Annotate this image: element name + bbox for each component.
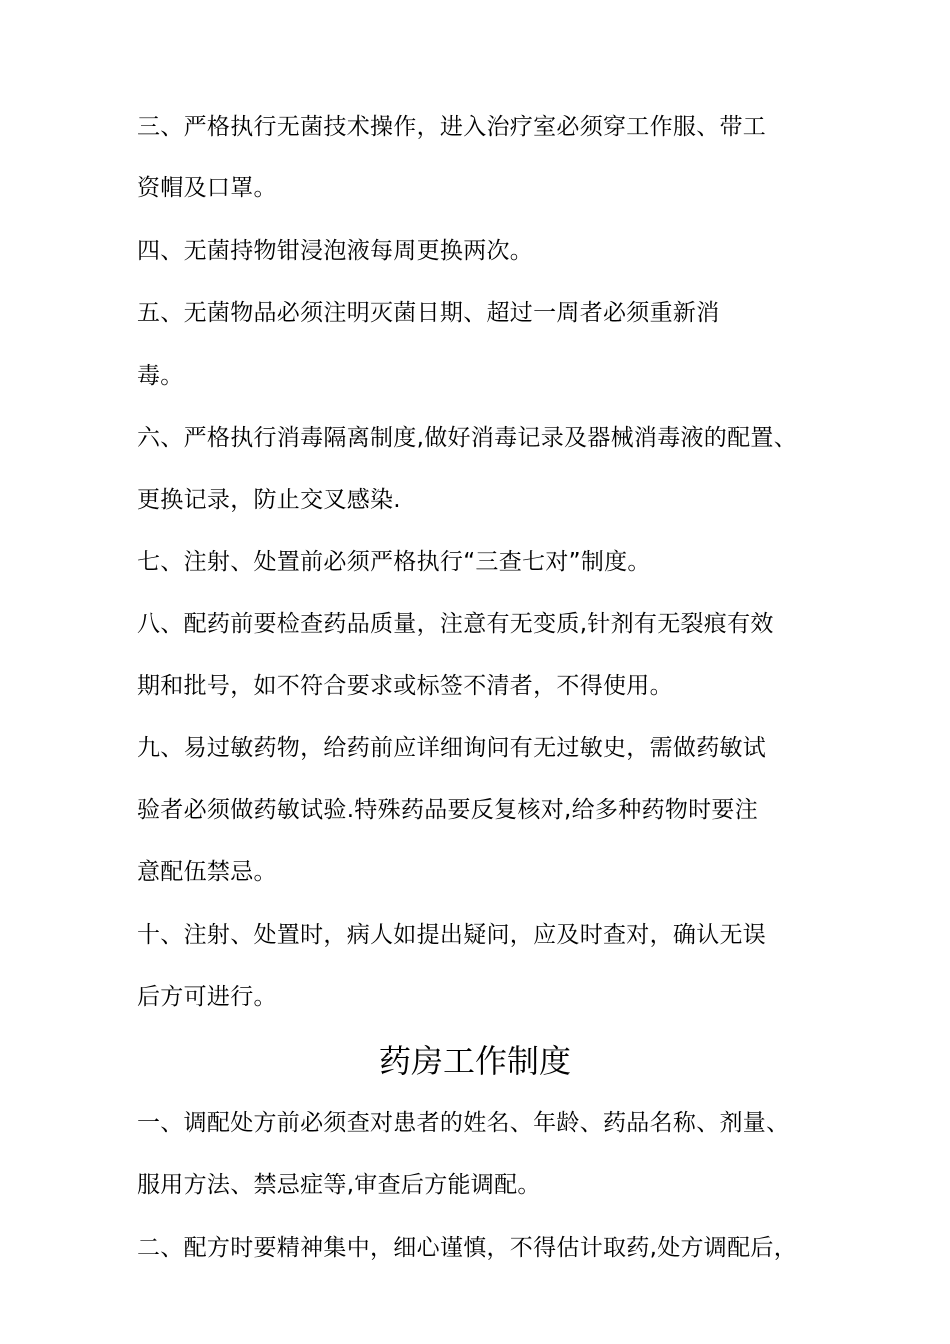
text-line: 五、无菌物品必须注明灭菌日期、超过一周者必须重新消	[137, 300, 720, 326]
text-line: 后方可进行。	[137, 984, 277, 1010]
text-line: 八、配药前要检查药品质量，注意有无变质,针剂有无裂痕有效	[137, 611, 774, 637]
text-line: 七、注射、处置前必须严格执行“三查七对”制度。	[137, 549, 651, 575]
text-line: 三、严格执行无菌技术操作，进入治疗室必须穿工作服、带工	[137, 114, 767, 140]
text-line: 验者必须做药敏试验.特殊药品要反复核对,给多种药物时要注	[137, 797, 759, 823]
text-line: 一、调配处方前必须查对患者的姓名、年龄、药品名称、剂量、	[137, 1110, 790, 1136]
text-line: 更换记录，防止交叉感染.	[137, 487, 401, 513]
text-line: 二、配方时要精神集中，细心谨慎，不得估计取药,处方调配后，	[137, 1235, 798, 1261]
text-line: 服用方法、禁忌症等,审查后方能调配。	[137, 1172, 541, 1198]
text-line: 资帽及口罩。	[137, 175, 277, 201]
text-line: 九、易过敏药物，给药前应详细询问有无过敏史，需做药敏试	[137, 735, 767, 761]
text-line: 毒。	[137, 363, 184, 389]
text-line: 意配伍禁忌。	[137, 859, 277, 885]
text-line: 十、注射、处置时，病人如提出疑问，应及时查对，确认无误	[137, 922, 767, 948]
text-line: 六、严格执行消毒隔离制度,做好消毒记录及器械消毒液的配置、	[137, 425, 798, 451]
section-title: 药房工作制度	[378, 1042, 571, 1080]
text-line: 四、无菌持物钳浸泡液每周更换两次。	[137, 238, 534, 264]
text-line: 期和批号，如不符合要求或标签不清者，不得使用。	[137, 673, 673, 699]
